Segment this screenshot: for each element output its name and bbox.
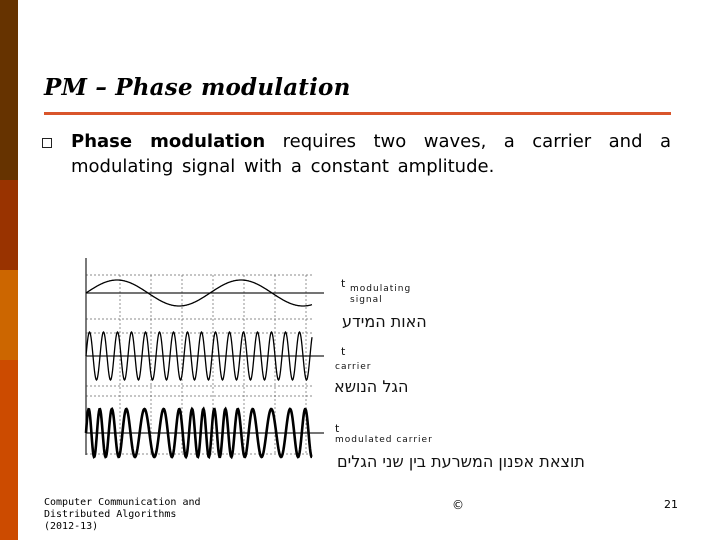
sidebar-segment-2 <box>0 180 18 270</box>
phase-modulation-figure <box>76 250 336 460</box>
modulating-t-label: t <box>341 277 346 290</box>
modulated-t-label: t <box>335 422 340 435</box>
slide-title: PM – Phase modulation <box>44 74 351 101</box>
footer-page-number: 21 <box>664 498 678 511</box>
modulated-hebrew-caption: תוצאת אפנון המשרעת בין שני הגלים <box>337 452 585 471</box>
sidebar-segment-3 <box>0 270 18 360</box>
figure-grid <box>86 275 312 454</box>
carrier-caption: carrier <box>335 362 372 372</box>
bullet-rest-text: requires two waves, a carrier and a modulating signal with a constant amplitude. <box>71 131 672 177</box>
sidebar-segment-1 <box>0 0 18 180</box>
modulated-carrier-caption: modulated carrier <box>335 435 433 445</box>
title-underline <box>44 112 671 115</box>
bullet-square-icon <box>42 138 52 148</box>
bullet-bold-text: Phase modulation <box>71 131 266 152</box>
carrier-t-label: t <box>341 345 346 358</box>
modulating-hebrew-caption: האות המידע <box>342 312 427 331</box>
carrier-hebrew-caption: הגל הנושא <box>334 377 409 396</box>
bullet-text <box>71 129 671 179</box>
footer-copyright: © <box>452 498 464 512</box>
modulating-signal-caption: modulating signal <box>350 284 412 305</box>
sidebar-segment-4 <box>0 360 18 540</box>
footer-course-name: Computer Communication and Distributed Algorithms (2012-13) <box>44 497 201 532</box>
